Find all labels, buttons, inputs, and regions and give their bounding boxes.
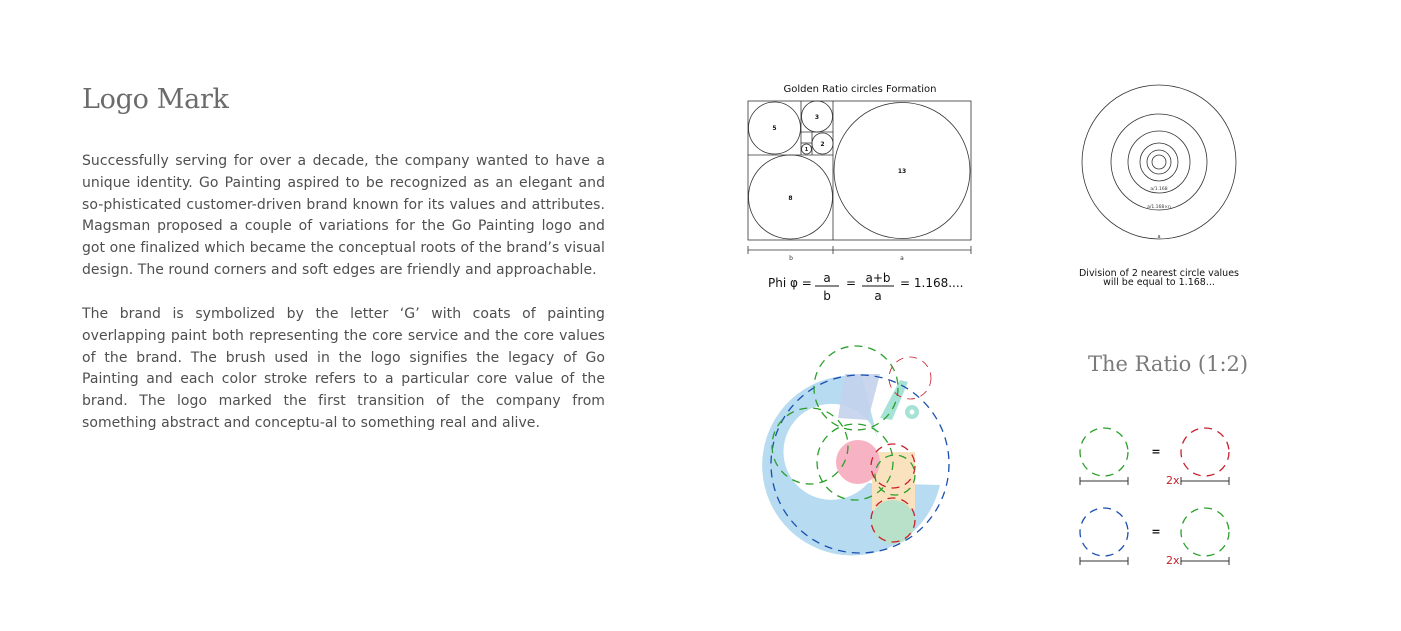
dim-label-b: b [789, 255, 793, 262]
ratio-row1-right-circle [1181, 428, 1229, 476]
circle-label-2: 2 [820, 141, 825, 148]
formula-frac2-num: a+b [865, 271, 891, 285]
ratio-title: The Ratio (1:2) [1088, 352, 1249, 376]
inner-label-1: a/1.168 [1150, 187, 1168, 192]
outer-label: a [1157, 234, 1161, 240]
formula-result: = 1.168.... [900, 276, 964, 290]
circle-label-1: 1 [804, 147, 809, 153]
concentric-caption-2: will be equal to 1.168... [1103, 277, 1215, 288]
inner-label-2: a/1.168×n [1147, 205, 1171, 210]
ratio-row2-multiplier: 2x [1166, 554, 1180, 567]
ratio-row1-multiplier: 2x [1166, 474, 1180, 487]
golden-figure-title: Golden Ratio circles Formation [783, 84, 937, 95]
circle-label-13: 13 [897, 168, 907, 175]
formula-frac1-num: a [823, 271, 831, 285]
concentric-caption-1: Division of 2 nearest circle values [1078, 268, 1240, 279]
intro-paragraph: Successfully serving for over a decade, the company wanted to have a unique identity. Go Painting aspired to be recognized as an elegant and so-phisticated customer-driven brand known for its values and attributes. Magsman proposed a couple of variations for the Go Painting logo and got one finalized which became the conceptual roots of the brand’s visual design. The round corners and soft edges are friendly and approachable. [82, 153, 605, 278]
ratio-row2-left-circle [1080, 508, 1128, 556]
ratio-row1-left-circle [1080, 428, 1128, 476]
circle-label-8: 8 [788, 195, 793, 202]
formula-frac2-den: a [874, 289, 882, 303]
ratio-row2-eq: = [1151, 525, 1161, 538]
dim-label-a: a [900, 255, 904, 262]
formula-frac1-den: b [823, 289, 831, 303]
page-title: Logo Mark [82, 84, 229, 115]
ratio-row2-right-circle [1181, 508, 1229, 556]
formula-eq: = [846, 276, 857, 290]
ratio-row1-eq: = [1151, 445, 1161, 458]
formula-prefix: Phi φ = [768, 276, 812, 290]
circle-label-3: 3 [814, 114, 820, 121]
circle-label-5: 5 [772, 125, 777, 132]
symbol-paragraph: The brand is symbolized by the letter ‘G’ with coats of painting overlapping paint both representing the core service and the core values of the brand. The brush used in the logo signifies the legacy of Go Painting and each color stroke refers to a particular core value of the brand. The logo marked the first transition of the company from something abstract and conceptu-al to something real and alive. [82, 306, 605, 431]
